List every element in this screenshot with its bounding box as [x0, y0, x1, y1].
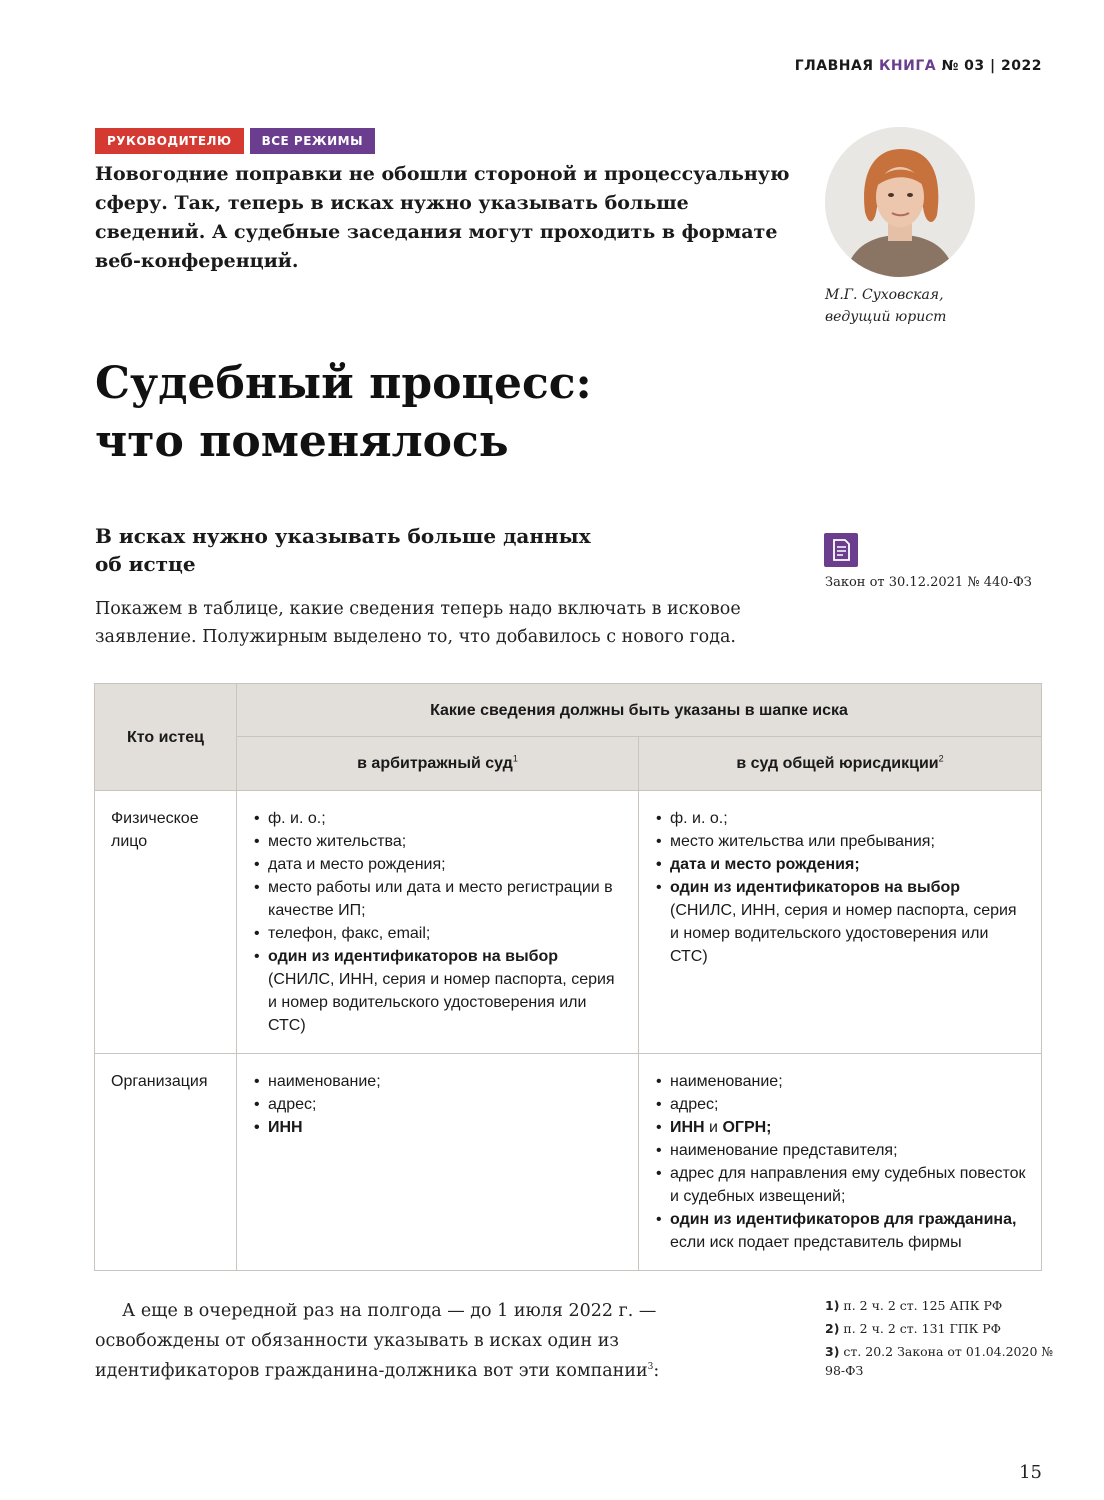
list-item: • наименование; [655, 1070, 1029, 1093]
footnotes [825, 1296, 1055, 1384]
cell-arbitration-organization [237, 1054, 639, 1271]
header-what: Какие сведения должны быть указаны в шапке иска [237, 684, 1042, 737]
list-item [655, 1116, 1029, 1139]
new-requirement: один из идентификаторов для гражданина, [670, 1211, 1017, 1228]
list-item: • ИНН [253, 1116, 626, 1139]
article-title [95, 355, 795, 471]
footnote-number: 1) [825, 1298, 840, 1313]
list-item: • наименование; [253, 1070, 626, 1093]
header-who: Кто истец [95, 684, 237, 791]
list-item: • дата и место рождения; [655, 853, 1029, 876]
list-item: • место жительства; [253, 830, 626, 853]
inn-label: ИНН [670, 1119, 705, 1136]
footnote-text: ст. 20.2 Закона от 01.04.2020 № 98-ФЗ [825, 1344, 1054, 1378]
body-text-end: : [653, 1361, 660, 1381]
tag-management[interactable]: РУКОВОДИТЕЛЮ [95, 128, 244, 154]
table-row [95, 1054, 1042, 1271]
author-photo [825, 127, 975, 277]
list-item [655, 1208, 1029, 1254]
new-requirement: один из идентификаторов на выбор [670, 879, 961, 896]
list-item-detail: если иск подает представитель фирмы [670, 1234, 962, 1251]
cell-general-individual [639, 791, 1042, 1054]
footnote-3 [825, 1342, 1055, 1380]
masthead [795, 58, 1042, 74]
author-portrait-illustration [825, 127, 975, 277]
section-heading-line-2: об истце [95, 552, 196, 576]
header-general-label: в суд общей юрисдикции [736, 755, 939, 772]
list-item [655, 876, 1029, 968]
footnote-text: п. 2 ч. 2 ст. 131 ГПК РФ [843, 1321, 1002, 1336]
tag-all-regimes[interactable]: ВСЕ РЕЖИМЫ [250, 128, 375, 154]
list-item: • место жительства или пребывания; [655, 830, 1029, 853]
footnote-number: 3) [825, 1344, 840, 1359]
claim-details-table [94, 683, 1042, 1271]
cell-arbitration-individual [237, 791, 639, 1054]
masthead-brand: ГЛАВНАЯ [794, 58, 874, 74]
footnote-number: 2) [825, 1321, 840, 1336]
header-general-court [639, 737, 1042, 791]
conjunction: и [704, 1119, 723, 1136]
author-name: М.Г. Суховская, [825, 287, 944, 303]
row-who-organization: Организация [95, 1054, 237, 1271]
author-caption [825, 284, 946, 328]
list-item: • адрес; [253, 1093, 626, 1116]
intro-paragraph: Покажем в таблице, какие сведения теперь надо включать в исковое заявление. Полужирным выделено то, что добавилось с нового года. [95, 599, 741, 647]
row-who-individual: Физическое лицо [95, 791, 237, 1054]
page-number: 15 [1019, 1462, 1042, 1483]
footnote-1 [825, 1296, 1055, 1315]
list-item: • ф. и. о.; [655, 807, 1029, 830]
footnote-ref-1[interactable]: 1 [512, 753, 518, 764]
list-item [253, 945, 626, 1037]
author-role: ведущий юрист [825, 309, 947, 325]
rubric-tags [95, 128, 375, 154]
footnote-ref-3[interactable]: 3 [647, 1362, 654, 1373]
list-item: • адрес для направления ему судебных повесток и судебных извещений; [655, 1162, 1029, 1208]
header-arbitration-label: в арбитражный суд [357, 755, 513, 772]
body-text: А еще в очередной раз на полгода — до 1 июля 2022 г. — освобождены от обязанности указывать в исках один из идентификаторов гражданина-должника вот эти компании [95, 1301, 657, 1381]
article-lead: Новогодние поправки не обошли стороной и процессуальную сферу. Так, теперь в исках нужно указывать больше сведений. А судебные заседания могут проходить в формате веб-конференций. [95, 163, 790, 272]
document-icon [824, 533, 858, 567]
list-item: • ф. и. о.; [253, 807, 626, 830]
list-item-detail: (СНИЛС, ИНН, серия и номер паспорта, серия и номер водительского удостоверения или СТС) [268, 971, 615, 1034]
ogrn-label: ОГРН; [722, 1119, 772, 1136]
section-heading [95, 522, 715, 578]
masthead-brand-accent: КНИГА [878, 58, 937, 74]
list-item-detail: (СНИЛС, ИНН, серия и номер паспорта, серия и номер водительского удостоверения или СТС) [670, 902, 1017, 965]
body-paragraph [95, 1296, 785, 1386]
list-item: • место работы или дата и место регистрации в качестве ИП; [253, 876, 626, 922]
masthead-issue: № 03 | 2022 [941, 58, 1042, 74]
law-reference: Закон от 30.12.2021 № 440-ФЗ [825, 575, 1032, 590]
header-arbitration-court [237, 737, 639, 791]
list-item: • телефон, факс, email; [253, 922, 626, 945]
list-item: • адрес; [655, 1093, 1029, 1116]
list-item: • наименование представителя; [655, 1139, 1029, 1162]
footnote-2 [825, 1319, 1055, 1338]
new-requirement: один из идентификаторов на выбор [268, 948, 559, 965]
cell-general-organization [639, 1054, 1042, 1271]
footnote-ref-2[interactable]: 2 [938, 753, 944, 764]
footnote-text: п. 2 ч. 2 ст. 125 АПК РФ [843, 1298, 1003, 1313]
title-line-1: Судебный процесс: [95, 358, 592, 409]
section-heading-line-1: В исках нужно указывать больше данных [95, 524, 591, 548]
title-line-2: что поменялось [95, 416, 509, 467]
table-row [95, 791, 1042, 1054]
list-item: • дата и место рождения; [253, 853, 626, 876]
